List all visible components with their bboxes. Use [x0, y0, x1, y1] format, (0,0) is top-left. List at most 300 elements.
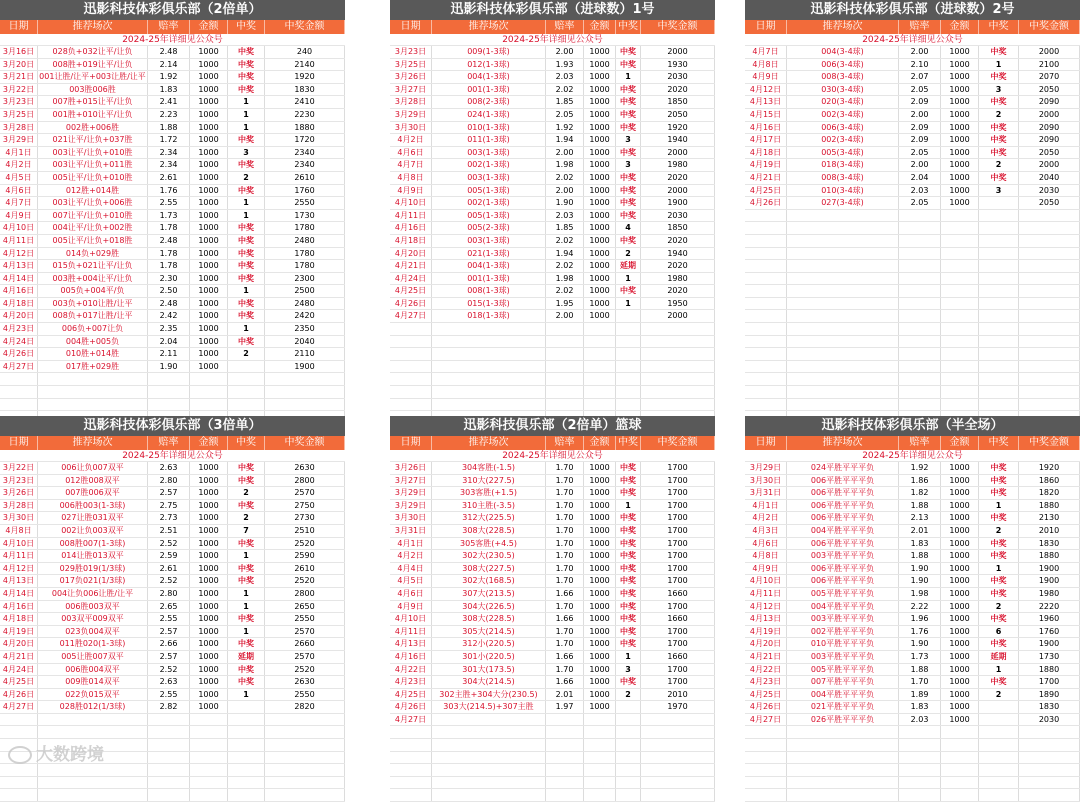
table-row: [0, 777, 345, 790]
cell-award: 2570: [265, 487, 345, 499]
cell-match: 005(1-3球): [432, 210, 546, 222]
cell-stake: 1000: [584, 310, 616, 322]
cell-match: 006(3-4球): [787, 59, 899, 71]
cell-odds: 2.80: [148, 588, 190, 600]
cell-stake: 1000: [584, 159, 616, 171]
table-row: [0, 651, 345, 664]
cell-award: 1730: [265, 210, 345, 222]
cell-odds: [546, 739, 584, 751]
cell-date: 4月1日: [390, 538, 432, 550]
table-header-row: [390, 20, 715, 34]
cell-stake: 1000: [584, 689, 616, 701]
cell-award: [641, 714, 715, 726]
header-odds: 赔率: [148, 436, 190, 450]
cell-win: 延期: [616, 260, 641, 272]
cell-match: 005让平/让负+010胜: [38, 172, 148, 184]
table-row: [745, 752, 1080, 765]
cell-award: 1700: [1019, 676, 1080, 688]
cell-match: 023负004双平: [38, 626, 148, 638]
table-row: [390, 764, 715, 777]
cell-win: 中奖: [979, 588, 1019, 600]
cell-stake: 1000: [941, 613, 979, 625]
cell-odds: 2.14: [148, 59, 190, 71]
header-stake: 金额: [190, 20, 228, 34]
cell-award: 2660: [265, 638, 345, 650]
cell-win: 中奖: [979, 147, 1019, 159]
table-row: [0, 273, 345, 286]
cell-award: 2010: [641, 689, 715, 701]
cell-award: 2050: [641, 109, 715, 121]
table-row: [745, 323, 1080, 336]
cell-award: 2350: [265, 323, 345, 335]
cell-award: [641, 361, 715, 373]
cell-date: 3月26日: [390, 462, 432, 474]
table-row: [0, 538, 345, 551]
cell-stake: [941, 726, 979, 738]
cell-win: [616, 777, 641, 789]
cell-match: [38, 777, 148, 789]
cell-stake: 1000: [584, 248, 616, 260]
table-row: [390, 185, 715, 198]
cell-win: 中奖: [616, 613, 641, 625]
cell-award: 1880: [1019, 500, 1080, 512]
cell-date: 4月26日: [0, 689, 38, 701]
cell-date: 4月6日: [390, 588, 432, 600]
cell-match: 004胜+005负: [38, 336, 148, 348]
cell-date: 4月23日: [745, 676, 787, 688]
table-row: [0, 147, 345, 160]
cell-win: 1: [228, 601, 265, 613]
cell-match: 006平胜平平平负: [787, 475, 899, 487]
cell-date: [745, 386, 787, 398]
cell-award: [641, 323, 715, 335]
cell-award: 2090: [1019, 96, 1080, 108]
cell-award: 1720: [265, 134, 345, 146]
table-row: [745, 273, 1080, 286]
cell-award: [265, 386, 345, 398]
cell-odds: 1.70: [546, 538, 584, 550]
cell-match: 004平胜平平平负: [787, 525, 899, 537]
cell-stake: 1000: [584, 462, 616, 474]
cell-date: 4月13日: [0, 575, 38, 587]
cell-odds: 1.85: [546, 96, 584, 108]
table-row: [745, 563, 1080, 576]
cell-match: [787, 386, 899, 398]
cell-odds: 1.66: [546, 588, 584, 600]
header-date: 日期: [390, 20, 432, 34]
cell-stake: 1000: [190, 235, 228, 247]
cell-match: [432, 764, 546, 776]
cell-win: [616, 714, 641, 726]
cell-win: [979, 764, 1019, 776]
cell-award: 1780: [265, 222, 345, 234]
cell-date: 4月18日: [0, 298, 38, 310]
cell-win: [228, 373, 265, 385]
cell-odds: 2.04: [899, 172, 941, 184]
cell-stake: [941, 789, 979, 801]
cell-stake: [941, 323, 979, 335]
cell-odds: 1.76: [899, 626, 941, 638]
cell-date: 3月29日: [390, 487, 432, 499]
cell-match: 004平胜平平平负: [787, 689, 899, 701]
cell-win: 1: [228, 285, 265, 297]
cell-odds: [546, 348, 584, 360]
cell-win: 中奖: [228, 638, 265, 650]
cell-win: [228, 726, 265, 738]
cell-date: 4月2日: [0, 159, 38, 171]
cell-date: 4月10日: [745, 575, 787, 587]
cell-date: [390, 739, 432, 751]
cell-date: 4月25日: [745, 689, 787, 701]
cell-odds: [148, 373, 190, 385]
cell-win: 2: [979, 525, 1019, 537]
cell-date: 4月19日: [0, 626, 38, 638]
cell-win: 1: [616, 273, 641, 285]
cell-win: 1: [979, 59, 1019, 71]
cell-win: [616, 726, 641, 738]
cell-odds: [546, 386, 584, 398]
cell-odds: 2.48: [148, 46, 190, 58]
cell-win: 6: [979, 626, 1019, 638]
table-row: [745, 588, 1080, 601]
cell-award: [265, 752, 345, 764]
header-date: 日期: [0, 436, 38, 450]
cell-win: 中奖: [616, 59, 641, 71]
table-row: [745, 361, 1080, 374]
table-row: [390, 664, 715, 677]
cell-award: [641, 739, 715, 751]
cell-match: 004(1-3球): [432, 260, 546, 272]
cell-stake: 1000: [190, 538, 228, 550]
table-row: [390, 626, 715, 639]
cell-award: [641, 764, 715, 776]
cell-award: [641, 399, 715, 411]
cell-stake: 1000: [941, 563, 979, 575]
header-award: 中奖金额: [1019, 20, 1080, 34]
cell-date: 4月18日: [745, 147, 787, 159]
cell-award: 1700: [641, 512, 715, 524]
cell-award: [265, 714, 345, 726]
cell-award: 1700: [641, 462, 715, 474]
table-row: [0, 59, 345, 72]
cell-match: 024(1-3球): [432, 109, 546, 121]
cell-match: [38, 399, 148, 411]
cell-odds: [148, 399, 190, 411]
table-row: [745, 664, 1080, 677]
table-row: [0, 550, 345, 563]
cell-match: [787, 273, 899, 285]
cell-award: 1880: [1019, 550, 1080, 562]
cell-stake: 1000: [941, 575, 979, 587]
cell-stake: 1000: [941, 626, 979, 638]
cell-date: 4月8日: [745, 550, 787, 562]
cell-win: 1: [616, 651, 641, 663]
table-row: [390, 84, 715, 97]
cell-stake: [941, 210, 979, 222]
table-row: [0, 172, 345, 185]
cell-stake: [941, 752, 979, 764]
cell-award: [265, 399, 345, 411]
cell-date: [0, 386, 38, 398]
table-row: [745, 336, 1080, 349]
cell-win: [979, 789, 1019, 801]
cell-win: 中奖: [616, 147, 641, 159]
cell-odds: 2.00: [546, 46, 584, 58]
cell-stake: [941, 273, 979, 285]
cell-win: 中奖: [979, 575, 1019, 587]
cell-odds: 1.98: [546, 159, 584, 171]
cell-match: [432, 336, 546, 348]
cell-odds: 1.73: [148, 210, 190, 222]
cell-date: 4月4日: [390, 563, 432, 575]
cell-stake: 1000: [190, 575, 228, 587]
cell-date: [745, 248, 787, 260]
cell-odds: 2.52: [148, 575, 190, 587]
cell-stake: 1000: [190, 260, 228, 272]
cell-date: [390, 323, 432, 335]
cell-award: 2020: [641, 285, 715, 297]
table-row: [745, 248, 1080, 261]
cell-stake: 1000: [584, 134, 616, 146]
cell-award: 2570: [265, 651, 345, 663]
cell-stake: 1000: [584, 651, 616, 663]
cell-date: 4月11日: [390, 626, 432, 638]
table-row: [745, 676, 1080, 689]
cell-stake: 1000: [190, 122, 228, 134]
cell-award: 2590: [265, 550, 345, 562]
cell-date: 4月17日: [745, 134, 787, 146]
cell-award: 1700: [641, 601, 715, 613]
header-odds: 赔率: [899, 20, 941, 34]
cell-award: [1019, 399, 1080, 411]
cell-match: 004平胜平平平负: [787, 601, 899, 613]
cell-date: [745, 739, 787, 751]
header-award: 中奖金额: [641, 436, 715, 450]
cell-odds: [899, 248, 941, 260]
cell-stake: 1000: [941, 475, 979, 487]
table-row: [745, 764, 1080, 777]
table-row: [390, 260, 715, 273]
cell-odds: 2.13: [899, 512, 941, 524]
cell-odds: [899, 210, 941, 222]
cell-match: 002(3-4球): [787, 109, 899, 121]
cell-match: 308大(228.5): [432, 613, 546, 625]
cell-odds: 1.90: [899, 575, 941, 587]
table-row: [390, 71, 715, 84]
cell-date: [745, 764, 787, 776]
cell-stake: 1000: [190, 310, 228, 322]
cell-match: 312小(220.5): [432, 638, 546, 650]
cell-win: 中奖: [616, 575, 641, 587]
cell-award: 2040: [265, 336, 345, 348]
cell-odds: 1.90: [148, 361, 190, 373]
cell-award: [1019, 336, 1080, 348]
cell-stake: 1000: [190, 298, 228, 310]
header-odds: 赔率: [546, 436, 584, 450]
cell-award: 1980: [641, 159, 715, 171]
cell-stake: [941, 235, 979, 247]
cell-odds: [148, 739, 190, 751]
cell-award: 2000: [1019, 46, 1080, 58]
table-row: [0, 399, 345, 412]
cell-date: [745, 235, 787, 247]
cell-match: 011(1-3球): [432, 134, 546, 146]
cell-match: 007胜006双平: [38, 487, 148, 499]
cell-match: [787, 248, 899, 260]
cell-match: 312大(225.5): [432, 512, 546, 524]
cell-date: 4月10日: [0, 222, 38, 234]
cell-date: 4月11日: [745, 588, 787, 600]
cell-award: 1830: [1019, 701, 1080, 713]
cell-award: 2020: [641, 235, 715, 247]
cell-award: 1700: [641, 538, 715, 550]
cell-win: 2: [979, 601, 1019, 613]
table-header-row: [745, 20, 1080, 34]
cell-award: 1760: [265, 185, 345, 197]
cell-award: 1760: [1019, 626, 1080, 638]
cell-stake: [190, 386, 228, 398]
cell-date: 4月16日: [0, 285, 38, 297]
cell-stake: [584, 777, 616, 789]
cell-award: 2480: [265, 235, 345, 247]
cell-date: [390, 336, 432, 348]
cell-match: 008胜007(1-3球): [38, 538, 148, 550]
table-row: [0, 789, 345, 802]
table-row: [390, 638, 715, 651]
table-row: [0, 386, 345, 399]
table-subtitle: 2024-25年详细见公众号: [390, 34, 715, 46]
cell-win: [979, 298, 1019, 310]
cell-stake: 1000: [941, 185, 979, 197]
cell-odds: 2.82: [148, 701, 190, 713]
cell-stake: 1000: [584, 285, 616, 297]
cell-award: 2500: [265, 285, 345, 297]
table-row: [0, 373, 345, 386]
cell-date: 4月12日: [745, 601, 787, 613]
cell-match: [38, 373, 148, 385]
header-win: 中奖: [616, 20, 641, 34]
cell-win: [979, 197, 1019, 209]
cell-match: 028胜012(1/3球): [38, 701, 148, 713]
table-row: [390, 386, 715, 399]
header-stake: 金额: [584, 20, 616, 34]
table-row: [0, 500, 345, 513]
cell-match: [432, 399, 546, 411]
cell-date: 4月27日: [0, 701, 38, 713]
table-subtitle: 2024-25年详细见公众号: [745, 450, 1080, 462]
cell-stake: 1000: [190, 563, 228, 575]
cell-award: 1850: [641, 222, 715, 234]
cell-win: [979, 726, 1019, 738]
cell-odds: 2.00: [899, 109, 941, 121]
cell-odds: 2.80: [148, 475, 190, 487]
cell-date: 4月23日: [390, 676, 432, 688]
cell-match: 003(1-3球): [432, 235, 546, 247]
cell-award: 2340: [265, 147, 345, 159]
cell-odds: [546, 373, 584, 385]
cell-match: [787, 235, 899, 247]
table-row: [745, 298, 1080, 311]
cell-win: [979, 285, 1019, 297]
cell-stake: 1000: [190, 462, 228, 474]
cell-odds: 1.90: [899, 638, 941, 650]
cell-win: 中奖: [979, 487, 1019, 499]
cell-match: [432, 348, 546, 360]
cell-match: 307大(213.5): [432, 588, 546, 600]
cell-odds: 2.05: [546, 109, 584, 121]
cell-award: 1700: [641, 487, 715, 499]
cell-win: 中奖: [228, 185, 265, 197]
table-row: [0, 563, 345, 576]
table-row: [745, 500, 1080, 513]
cell-award: 2030: [641, 71, 715, 83]
cell-stake: 1000: [941, 197, 979, 209]
cell-match: [787, 285, 899, 297]
cell-stake: 1000: [584, 298, 616, 310]
cell-match: 007胜+015让平/让负: [38, 96, 148, 108]
table-row: [745, 475, 1080, 488]
table-row: [390, 197, 715, 210]
cell-stake: 1000: [941, 147, 979, 159]
cell-date: 4月27日: [0, 361, 38, 373]
cell-match: [787, 260, 899, 272]
cell-award: [1019, 386, 1080, 398]
cell-award: [1019, 726, 1080, 738]
table-row: [745, 789, 1080, 802]
cell-stake: 1000: [584, 500, 616, 512]
cell-win: [616, 739, 641, 751]
cell-stake: 1000: [941, 714, 979, 726]
cell-match: 003让平/让负+011胜: [38, 159, 148, 171]
table-row: [0, 512, 345, 525]
table-header-row: [0, 436, 345, 450]
cell-win: 1: [979, 563, 1019, 575]
cell-odds: [899, 764, 941, 776]
cell-win: 7: [228, 525, 265, 537]
cell-date: [390, 789, 432, 801]
cell-award: [265, 777, 345, 789]
cell-odds: [899, 777, 941, 789]
cell-match: 001(1-3球): [432, 84, 546, 96]
cell-date: 4月21日: [745, 651, 787, 663]
table-row: [745, 147, 1080, 160]
cell-win: [228, 752, 265, 764]
cell-date: [745, 789, 787, 801]
table-title: 迅影科技体彩俱乐部（2倍单）: [0, 0, 345, 20]
cell-award: [641, 373, 715, 385]
cell-match: 002(1-3球): [432, 159, 546, 171]
cell-match: 304大(214.5): [432, 676, 546, 688]
cell-stake: 1000: [941, 701, 979, 713]
cell-odds: 2.57: [148, 651, 190, 663]
cell-odds: 1.78: [148, 248, 190, 260]
cell-win: [979, 386, 1019, 398]
cell-award: [1019, 739, 1080, 751]
cell-odds: [148, 764, 190, 776]
cell-match: 009(1-3球): [432, 46, 546, 58]
cell-award: 1880: [1019, 664, 1080, 676]
cell-match: 003让平/让负+006胜: [38, 197, 148, 209]
cell-odds: [899, 752, 941, 764]
cell-odds: [546, 336, 584, 348]
cell-odds: 1.88: [899, 500, 941, 512]
header-match: 推荐场次: [38, 436, 148, 450]
cell-date: 4月2日: [390, 550, 432, 562]
cell-award: 1820: [1019, 487, 1080, 499]
cell-date: 4月13日: [745, 96, 787, 108]
cell-match: 003让平/让负+010胜: [38, 147, 148, 159]
cell-award: 2510: [265, 525, 345, 537]
